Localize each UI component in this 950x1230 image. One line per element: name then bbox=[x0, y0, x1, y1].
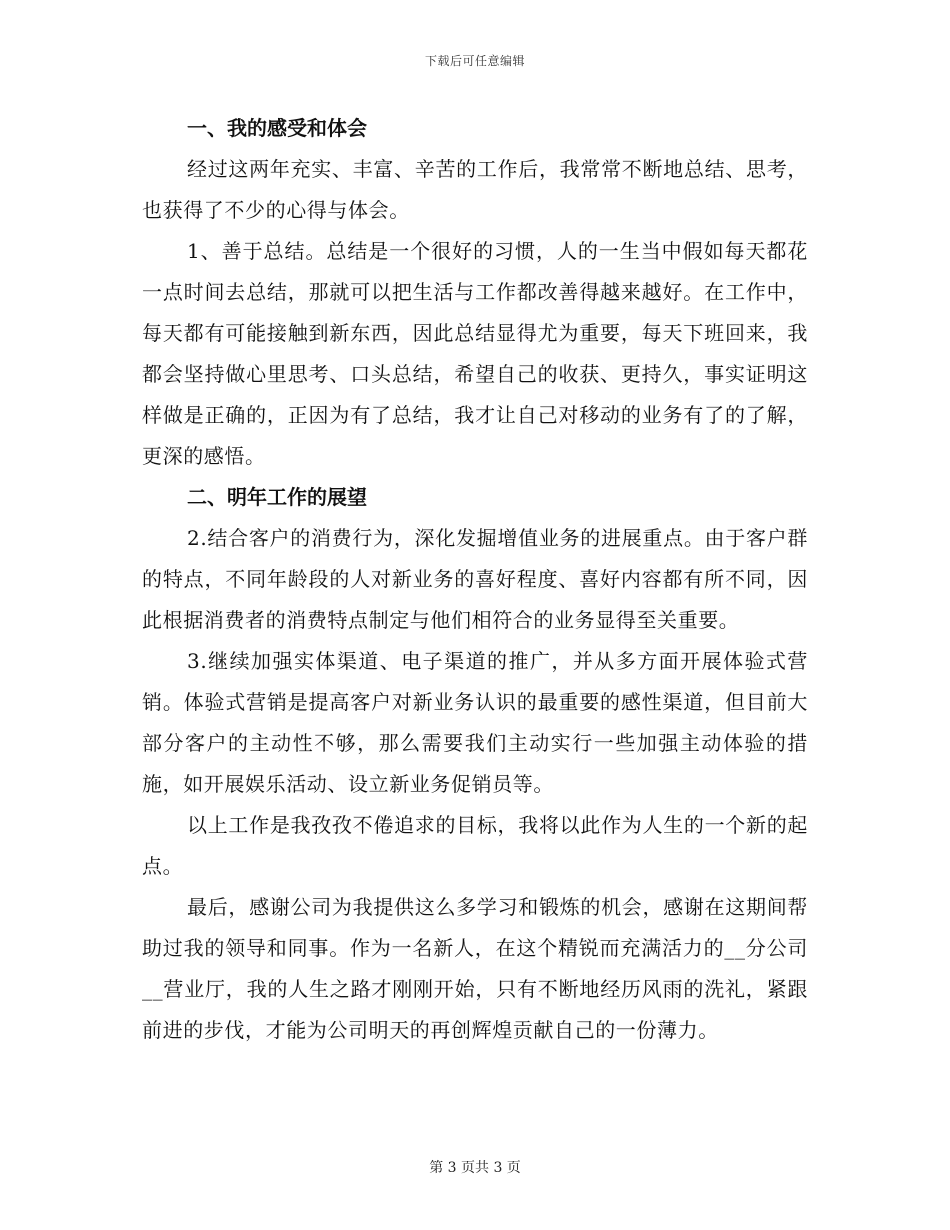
paragraph: 1、善于总结。总结是一个很好的习惯，人的一生当中假如每天都花一点时间去总结，那就可以把生活与工作都改善得越来越好。在工作中，每天都有可能接触到新东西，因此总结显得尤为重要，每天下班回来，我都会坚持做心里思考、口头总结，希望自己的收获、更持久，事实证明这样做是正确的，正因为有了总结，我才让自己对移动的业务有了的了解，更深的感悟。 bbox=[142, 239, 808, 468]
paragraph: 经过这两年充实、丰富、辛苦的工作后，我常常不断地总结、思考，也获得了不少的心得与体会。 bbox=[142, 157, 808, 222]
paragraph: 2.结合客户的消费行为，深化发掘增值业务的进展重点。由于客户群的特点，不同年龄段的人对新业务的喜好程度、喜好内容都有所不同，因此根据消费者的消费特点制定与他们相符合的业务显得至关重要。 bbox=[142, 526, 808, 632]
paragraph: 最后，感谢公司为我提供这么多学习和锻炼的机会，感谢在这期间帮助过我的领导和同事。作为一名新人，在这个精锐而充满活力的__分公司__营业厅，我的人生之路才刚刚开始，只有不断地经历风雨的洗礼，紧跟前进的步伐，才能为公司明天的再创辉煌贡献自己的一份薄力。 bbox=[142, 895, 808, 1042]
section-heading-outlook: 二、明年工作的展望 bbox=[187, 485, 367, 509]
paragraph: 3.继续加强实体渠道、电子渠道的推广，并从多方面开展体验式营销。体验式营销是提高客户对新业务认识的最重要的感性渠道，但目前大部分客户的主动性不够，那么需要我们主动实行一些加强主动体验的措施，如开展娱乐活动、设立新业务促销员等。 bbox=[142, 649, 808, 796]
page-header: 下载后可任意编辑 bbox=[424, 54, 525, 68]
document-body bbox=[142, 108, 808, 1051]
page-footer: 第 3 页共 3 页 bbox=[429, 1160, 521, 1176]
paragraph: 以上工作是我孜孜不倦追求的目标，我将以此作为人生的一个新的起点。 bbox=[142, 813, 808, 878]
section-heading-feelings: 一、我的感受和体会 bbox=[187, 116, 367, 140]
